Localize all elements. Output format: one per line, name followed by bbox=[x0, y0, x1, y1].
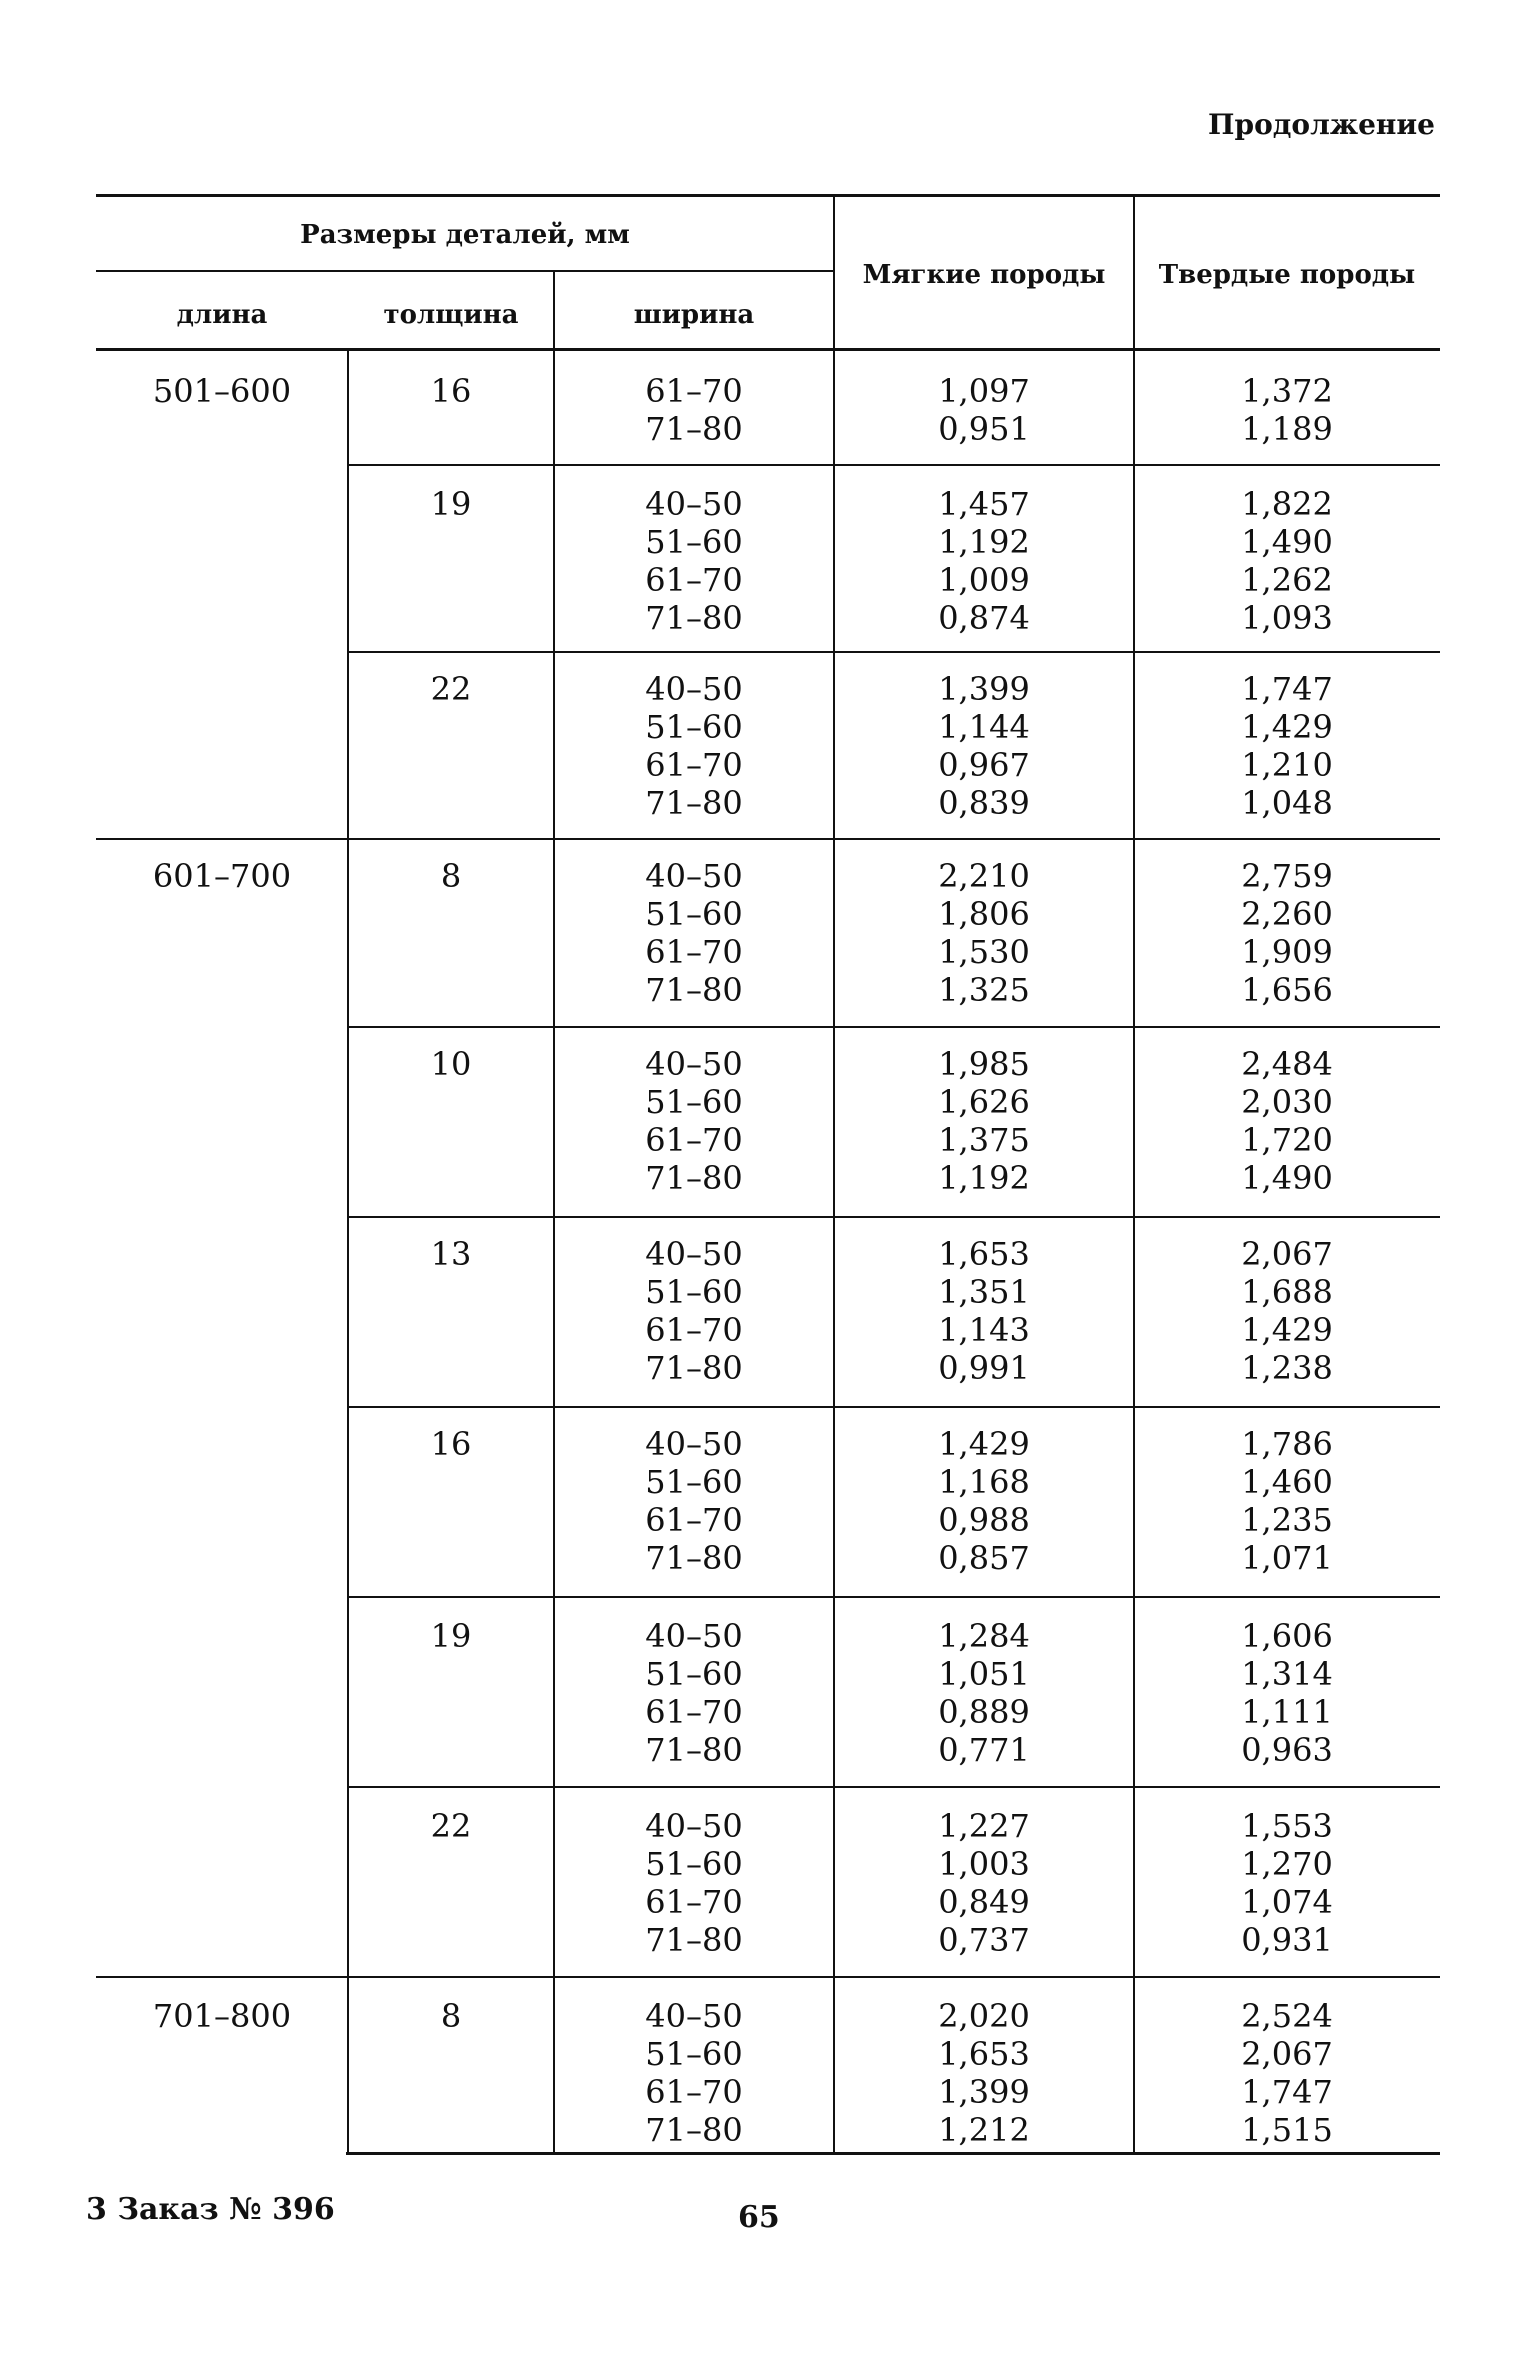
width-cell: 40–50 51–60 61–70 71–80 bbox=[645, 485, 743, 637]
hard-wood-cell: 1,786 1,460 1,235 1,071 bbox=[1241, 1425, 1333, 1577]
order-number: 3 Заказ № 396 bbox=[86, 2192, 335, 2227]
soft-wood-cell: 2,020 1,653 1,399 1,212 bbox=[938, 1997, 1030, 2149]
page-number: 65 bbox=[738, 2200, 780, 2235]
width-cell: 40–50 51–60 61–70 71–80 bbox=[645, 1045, 743, 1197]
soft-wood-cell: 1,457 1,192 1,009 0,874 bbox=[938, 485, 1030, 637]
thickness-cell: 8 bbox=[440, 1997, 462, 2035]
width-cell: 61–70 71–80 bbox=[645, 372, 743, 448]
header-bottom-rule bbox=[96, 348, 1440, 351]
header-thickness: толщина bbox=[383, 300, 519, 330]
table-bottom-rule bbox=[346, 2152, 1440, 2155]
row-separator bbox=[348, 1026, 1440, 1028]
hard-wood-cell: 1,822 1,490 1,262 1,093 bbox=[1241, 485, 1333, 637]
soft-wood-cell: 1,399 1,144 0,967 0,839 bbox=[938, 670, 1030, 822]
row-separator bbox=[348, 1786, 1440, 1788]
length-cell: 701–800 bbox=[152, 1997, 292, 2035]
length-cell: 601–700 bbox=[152, 857, 292, 895]
width-cell: 40–50 51–60 61–70 71–80 bbox=[645, 1425, 743, 1577]
row-separator bbox=[348, 1596, 1440, 1598]
table-top-rule bbox=[96, 194, 1440, 197]
header-sub-rule bbox=[96, 270, 834, 272]
length-cell: 501–600 bbox=[152, 372, 292, 410]
hard-wood-cell: 2,067 1,688 1,429 1,238 bbox=[1241, 1235, 1333, 1387]
thickness-cell: 8 bbox=[440, 857, 462, 895]
row-separator bbox=[348, 1406, 1440, 1408]
hard-wood-cell: 1,372 1,189 bbox=[1241, 372, 1333, 448]
row-separator bbox=[96, 838, 1440, 840]
soft-wood-cell: 1,653 1,351 1,143 0,991 bbox=[938, 1235, 1030, 1387]
header-soft-wood: Мягкие породы bbox=[862, 260, 1106, 290]
width-cell: 40–50 51–60 61–70 71–80 bbox=[645, 857, 743, 1009]
soft-wood-cell: 1,429 1,168 0,988 0,857 bbox=[938, 1425, 1030, 1577]
hard-wood-cell: 2,484 2,030 1,720 1,490 bbox=[1241, 1045, 1333, 1197]
row-separator bbox=[348, 1216, 1440, 1218]
thickness-cell: 22 bbox=[430, 1807, 472, 1845]
thickness-cell: 10 bbox=[430, 1045, 472, 1083]
soft-wood-cell: 1,227 1,003 0,849 0,737 bbox=[938, 1807, 1030, 1959]
width-cell: 40–50 51–60 61–70 71–80 bbox=[645, 1235, 743, 1387]
thickness-cell: 22 bbox=[430, 670, 472, 708]
hard-wood-cell: 2,759 2,260 1,909 1,656 bbox=[1241, 857, 1333, 1009]
soft-wood-cell: 1,097 0,951 bbox=[938, 372, 1030, 448]
width-cell: 40–50 51–60 61–70 71–80 bbox=[645, 1997, 743, 2149]
thickness-cell: 16 bbox=[430, 372, 472, 410]
hard-wood-cell: 1,606 1,314 1,111 0,963 bbox=[1241, 1617, 1333, 1769]
thickness-cell: 19 bbox=[430, 485, 472, 523]
width-cell: 40–50 51–60 61–70 71–80 bbox=[645, 1807, 743, 1959]
hard-wood-cell: 2,524 2,067 1,747 1,515 bbox=[1241, 1997, 1333, 2149]
thickness-cell: 13 bbox=[430, 1235, 472, 1273]
hard-wood-cell: 1,747 1,429 1,210 1,048 bbox=[1241, 670, 1333, 822]
width-cell: 40–50 51–60 61–70 71–80 bbox=[645, 670, 743, 822]
header-width: ширина bbox=[633, 300, 755, 330]
continuation-label: Продолжение bbox=[1208, 108, 1435, 141]
header-hard-wood: Твердые породы bbox=[1158, 260, 1416, 290]
row-separator bbox=[348, 464, 1440, 466]
header-length: длина bbox=[176, 300, 268, 330]
row-separator bbox=[96, 1976, 1440, 1978]
thickness-cell: 19 bbox=[430, 1617, 472, 1655]
row-separator bbox=[348, 651, 1440, 653]
thickness-cell: 16 bbox=[430, 1425, 472, 1463]
soft-wood-cell: 1,985 1,626 1,375 1,192 bbox=[938, 1045, 1030, 1197]
soft-wood-cell: 1,284 1,051 0,889 0,771 bbox=[938, 1617, 1030, 1769]
dimensions-group-header: Размеры деталей, мм bbox=[300, 220, 630, 250]
width-cell: 40–50 51–60 61–70 71–80 bbox=[645, 1617, 743, 1769]
soft-wood-cell: 2,210 1,806 1,530 1,325 bbox=[938, 857, 1030, 1009]
hard-wood-cell: 1,553 1,270 1,074 0,931 bbox=[1241, 1807, 1333, 1959]
